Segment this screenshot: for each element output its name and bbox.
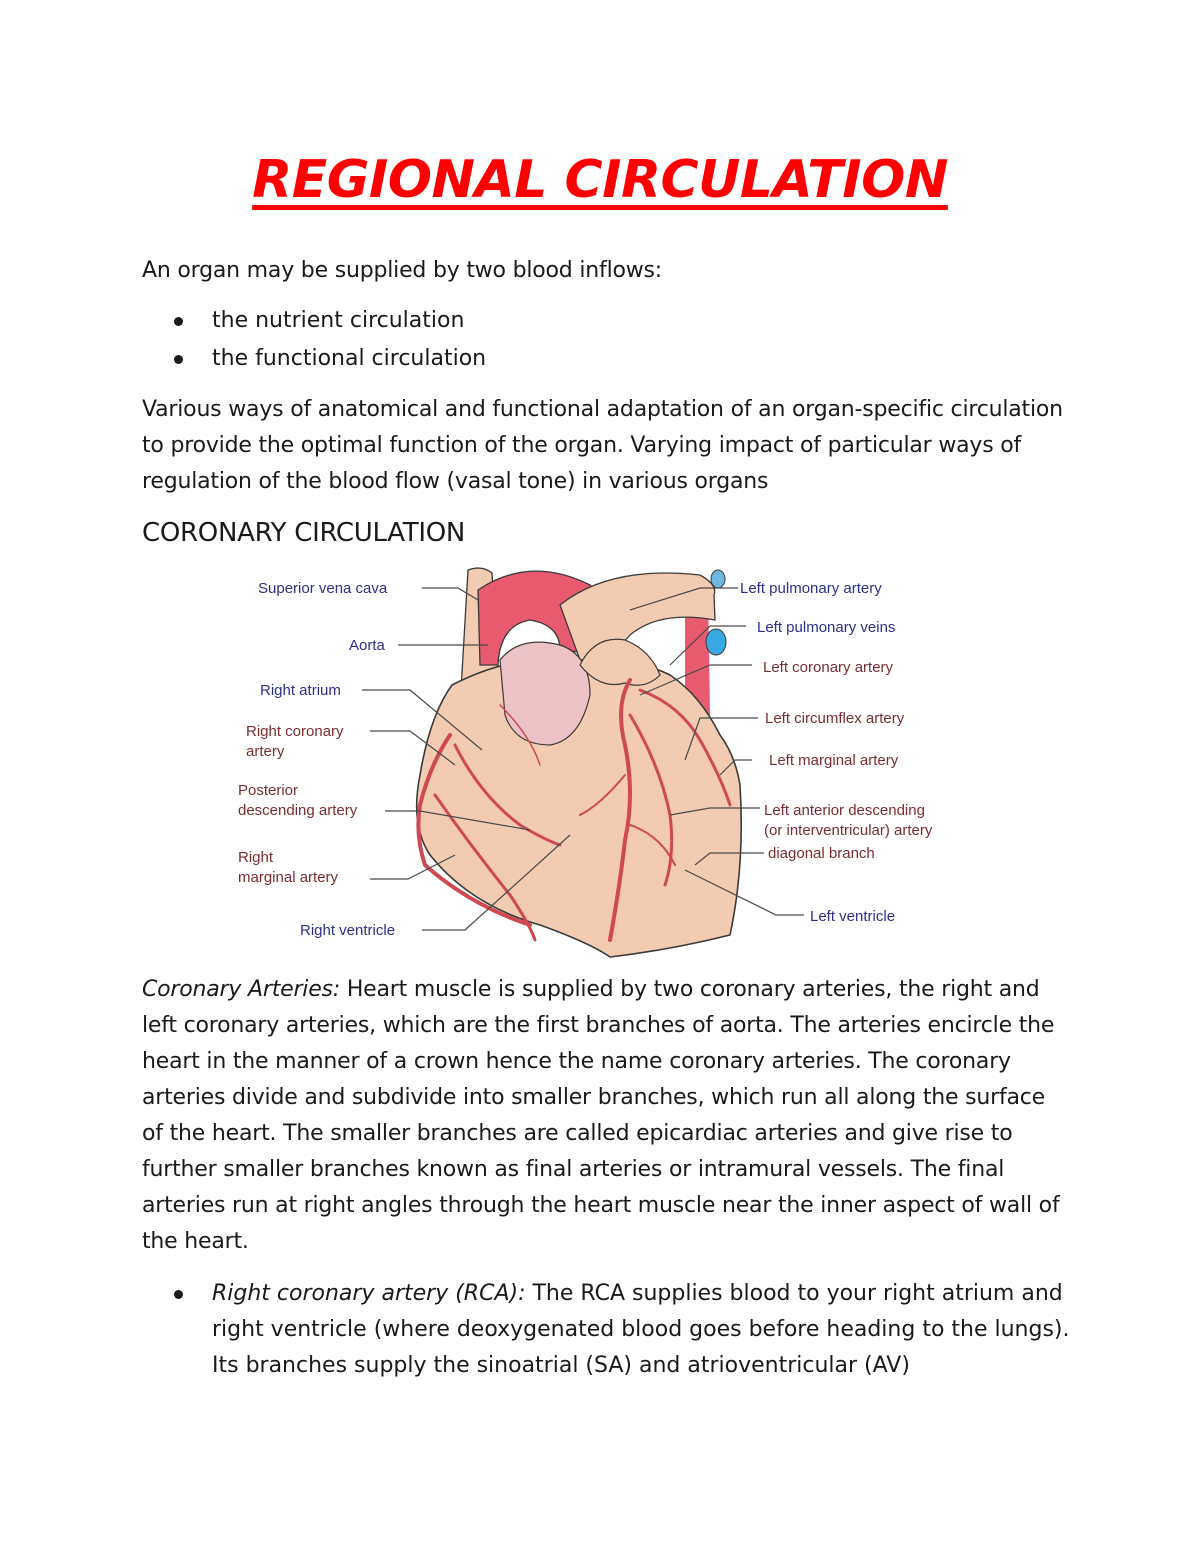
label-left-marginal-artery: Left marginal artery	[769, 752, 899, 769]
left-pulmonary-vein-opening	[706, 629, 726, 655]
label-right-marginal-2: marginal artery	[238, 869, 339, 886]
label-right-marginal: Right	[238, 849, 274, 866]
page-title: REGIONAL CIRCULATION	[252, 150, 948, 210]
label-posterior-descending: Posterior	[238, 782, 299, 799]
intro-text: An organ may be supplied by two blood inflows:	[142, 258, 663, 283]
label-right-atrium: Right atrium	[260, 682, 341, 699]
label-left-circumflex-artery: Left circumflex artery	[765, 710, 905, 727]
label-left-pulmonary-artery: Left pulmonary artery	[740, 580, 882, 597]
label-right-ventricle: Right ventricle	[300, 922, 396, 939]
coronary-arteries-text: Heart muscle is supplied by two coronary arteries, the right and left coronary arteries, which are the first branches of aorta. The arteries encircle the heart in the manner of a crown hence the name coronary arteries. The coronary arteries divide and subdivide into smaller branches, which run all along the surface of the heart. The smaller branches are called epicardiac arteries and give rise to further smaller branches known as final arteries or intramural vessels. The final arteries run at right angles through the heart muscle near the inner aspect of wall of the heart.	[142, 977, 1060, 1254]
artery-list	[142, 1276, 1072, 1384]
list-item: the functional circulation	[142, 340, 486, 378]
label-left-anterior-descending: Left anterior descending	[764, 802, 925, 819]
adaptation-paragraph: Various ways of anatomical and functional adaptation of an organ-specific circulation to provide the optimal function of the organ. Varying impact of particular ways of regulation of the blood flow (vasal tone) in various organs	[142, 397, 1063, 494]
label-right-coronary-artery-2: artery	[246, 743, 285, 760]
left-pulmonary-artery-opening	[711, 570, 725, 588]
list-item	[142, 1276, 1072, 1384]
label-left-ventricle: Left ventricle	[810, 908, 896, 925]
coronary-heart-diagram	[230, 565, 990, 960]
label-superior-vena-cava: Superior vena cava	[258, 580, 388, 597]
label-left-anterior-descending-2: (or interventricular) artery	[764, 822, 933, 839]
coronary-arteries-paragraph	[142, 972, 1072, 1260]
rca-text: The RCA supplies blood to your right atrium and right ventricle (where deoxygenated blood goes before heading to the lungs). Its branches supply the sinoatrial (SA) and atrioventricular (AV)	[212, 1281, 1070, 1378]
label-diagonal-branch: diagonal branch	[768, 845, 875, 862]
rca-term: Right coronary artery (RCA):	[212, 1281, 526, 1306]
inflow-list	[142, 302, 486, 378]
list-item: the nutrient circulation	[142, 302, 486, 340]
section-heading: CORONARY CIRCULATION	[142, 518, 466, 548]
heart-illustration	[230, 565, 990, 960]
label-left-pulmonary-veins: Left pulmonary veins	[757, 619, 896, 636]
label-posterior-descending-2: descending artery	[238, 802, 358, 819]
coronary-arteries-term: Coronary Arteries:	[142, 977, 341, 1002]
label-left-coronary-artery: Left coronary artery	[763, 659, 894, 676]
label-right-coronary-artery: Right coronary	[246, 723, 344, 740]
label-aorta: Aorta	[349, 637, 385, 654]
